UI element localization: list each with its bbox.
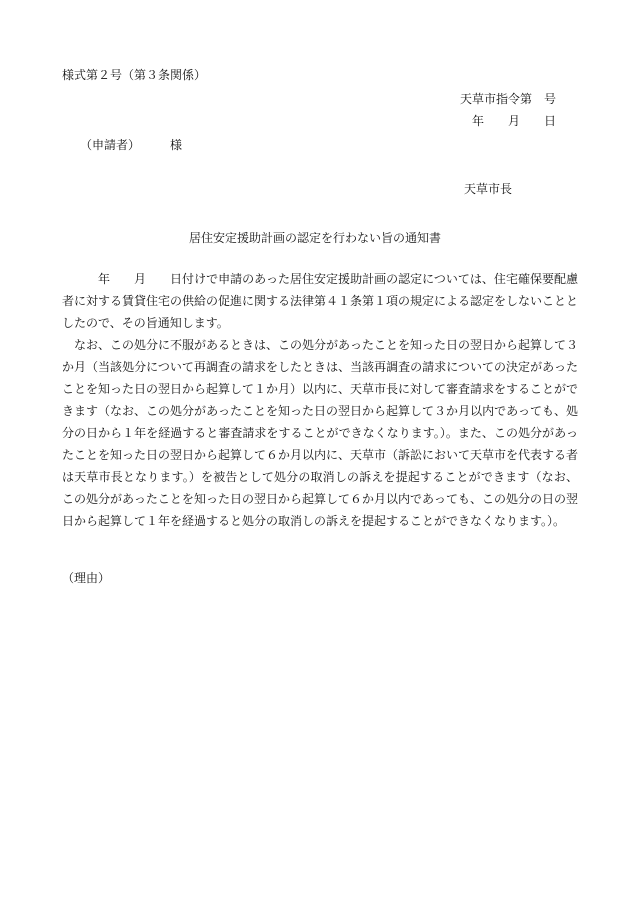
document-body [62, 268, 578, 532]
issuer: 天草市長 [463, 182, 512, 196]
form-number: 様式第２号（第３条関係） [62, 68, 207, 82]
date-line: 年 月 日 [471, 114, 556, 128]
document-number: 天草市指令第 号 [459, 92, 556, 106]
document-title: 居住安定援助計画の認定を行わない旨の通知書 [188, 231, 441, 245]
body-paragraph-2: なお、この処分に不服があるときは、この処分があったことを知った日の翌日から起算して３か月（当該処分について再調査の請求をしたときは、当該再調査の請求についての決定があったことを知った日の翌日から起算して１か月）以内に、天草市長に対して審査請求をすることができます（なお、この処分があったことを知った日の翌日から起算して３か月以内であっても、処分の日から１年を経過すると審査請求をすることができなくなります。）。また、この処分があったことを知った日の翌日から起算して６か月以内に、天草市（訴訟において天草市を代表する者は天草市長となります。）を被告として処分の取消しの訴えを提起することができます（なお、この処分があったことを知った日の翌日から起算して６か月以内であっても、この処分の日の翌日から起算して１年を経過すると処分の取消しの訴えを提起することができなくなります。）。 [62, 338, 579, 528]
body-paragraph-1: 年 月 日付けで申請のあった居住安定援助計画の認定については、住宅確保要配慮者に対する賃貸住宅の供給の促進に関する法律第４１条第１項の規定による認定をしないこととしたので、その旨通知します。 [62, 272, 579, 330]
honorific: 様 [170, 138, 183, 152]
applicant-line [80, 136, 182, 153]
applicant-label: （申請者） [80, 138, 141, 152]
reason-label: （理由） [62, 571, 111, 585]
